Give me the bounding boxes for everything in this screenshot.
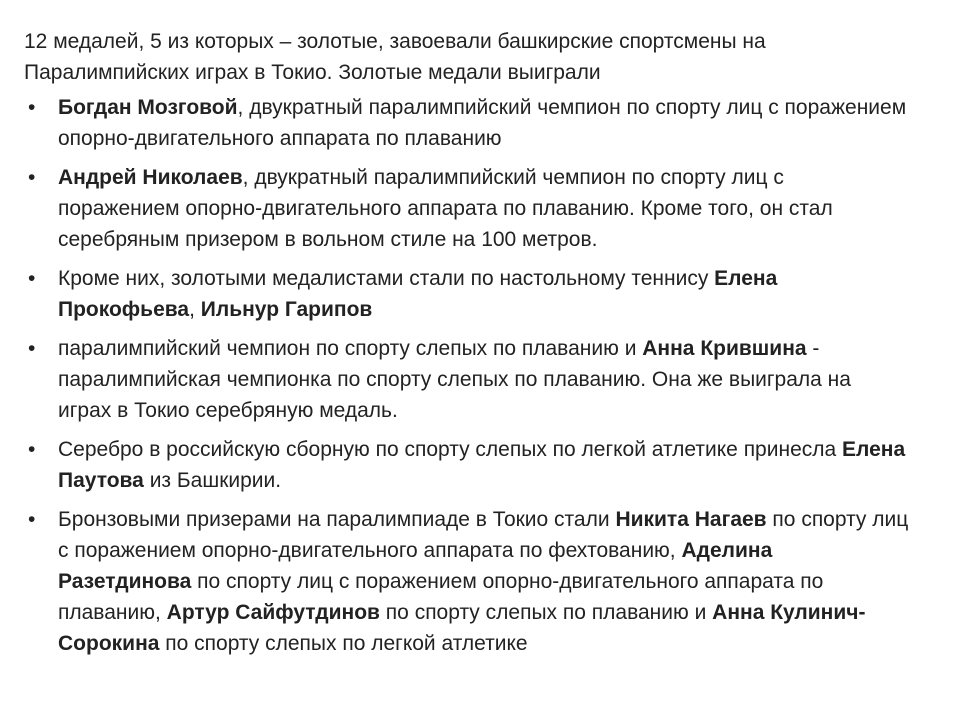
bold-name-text: Аделина Разетдинова (58, 539, 773, 593)
body-text: , двукратный паралимпийский чемпион по спорту лиц с поражением опорно-двигательного аппарата по плаванию. Кроме того, он стал серебряным призером в вольном стиле на 100 метров. (58, 166, 833, 251)
bold-name-text: Андрей Николаев (58, 166, 243, 189)
bullet-list (24, 92, 910, 659)
bullet-icon: • (28, 337, 36, 360)
bullet-icon: • (28, 96, 36, 119)
list-item (24, 434, 910, 496)
bullet-icon: • (28, 166, 36, 189)
bullet-icon: • (28, 438, 36, 461)
list-item (24, 333, 910, 426)
body-text: по спорту слепых по плаванию и (379, 601, 713, 624)
intro-paragraph: 12 медалей, 5 из которых – золотые, завоевали башкирские спортсмены на Паралимпийских играх в Токио. Золотые медали выиграли (24, 30, 766, 84)
body-text: Кроме них, золотыми медалистами стали по настольному теннису (58, 267, 715, 290)
body-text: по спорту лиц с поражением опорно-двигательного аппарата по фехтованию, (58, 508, 909, 562)
list-item (24, 504, 910, 659)
bold-name-text: Никита Нагаев (615, 508, 767, 531)
bold-name-text: Анна Кулинич-Сорокина (58, 601, 866, 655)
body-text: паралимпийский чемпион по спорту слепых по плаванию и (58, 337, 643, 360)
body-text: , двукратный паралимпийский чемпион по спорту лиц с поражением опорно-двигательного аппарата по плаванию (58, 96, 907, 150)
body-text: по спорту лиц с поражением опорно-двигательного аппарата по плаванию, (58, 570, 824, 624)
bullet-icon: • (28, 267, 36, 290)
body-text: по спорту слепых по легкой атлетике (159, 632, 528, 655)
bold-name-text: Богдан Мозговой (58, 96, 238, 119)
body-text: Серебро в российскую сборную по спорту слепых по легкой атлетике принесла (58, 438, 843, 461)
bold-name-text: Артур Сайфутдинов (166, 601, 380, 624)
list-item (24, 92, 910, 154)
list-item (24, 162, 910, 255)
bullet-icon: • (28, 508, 36, 531)
list-item (24, 263, 910, 325)
body-text: из Башкирии. (143, 469, 282, 492)
bold-name-text: Анна Крившина (642, 337, 807, 360)
body-text: - паралимпийская чемпионка по спорту слепых по плаванию. Она же выиграла на играх в Токио серебряную медаль. (58, 337, 851, 422)
bold-name-text: Елена Паутова (58, 438, 906, 492)
bold-name-text: Ильнур Гарипов (200, 298, 373, 321)
body-text: , (189, 298, 201, 321)
bold-name-text: Елена Прокофьева (58, 267, 778, 321)
body-text: Бронзовыми призерами на паралимпиаде в Токио стали (58, 508, 616, 531)
